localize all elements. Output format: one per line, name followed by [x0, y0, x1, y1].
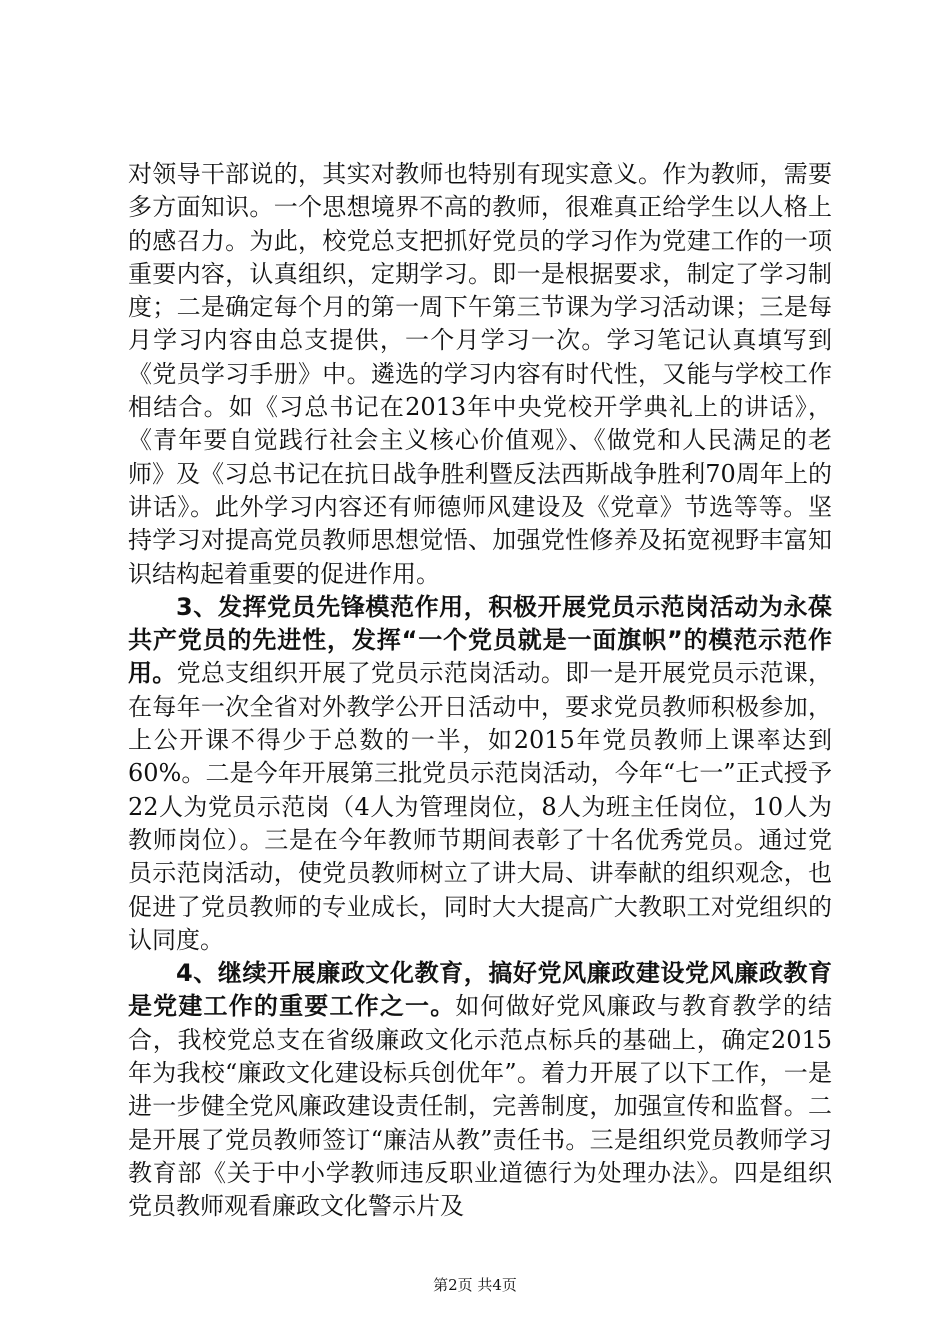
paragraph-clean-government	[128, 957, 832, 1223]
paragraph-text: 如何做好党风廉政与教育教学的结合，我校党总支在省级廉政文化示范点标兵的基础上，确定2015年为我校“廉政文化建设标兵创优年”。着力开展了以下工作，一是进一步健全党风廉政建设责任制，完善制度，加强宣传和监督。二是开展了党员教师签订“廉洁从教”责任书。三是组织党员教师学习教育部《关于中小学教师违反职业道德行为处理办法》。四是组织党员教师观看廉政文化警示片及	[128, 992, 833, 1221]
paragraph-party-member-demo	[128, 591, 832, 957]
paragraph-continuation	[128, 158, 832, 591]
document-body	[128, 158, 832, 1224]
page-number-footer: 第2页 共4页	[433, 1276, 517, 1294]
section-heading-4: 4、继续开展廉政文化教育，搞好党风廉政建设党风廉政教育是党建工作的重要工作之一。	[128, 959, 832, 1021]
paragraph-text: 对领导干部说的，其实对教师也特别有现实意义。作为教师，需要多方面知识。一个思想境界不高的教师，很难真正给学生以人格上的感召力。为此，校党总支把抓好党员的学习作为党建工作的一项重要内容，认真组织，定期学习。即一是根据要求，制定了学习制度；二是确定每个月的第一周下午第三节课为学习活动课；三是每月学习内容由总支提供，一个月学习一次。学习笔记认真填写到《党员学习手册》中。遴选的学习内容有时代性，又能与学校工作相结合。如《习总书记在2013年中央党校开学典礼上的讲话》，《青年要自觉践行社会主义核心价值观》、《做党和人民满足的老师》及《习总书记在抗日战争胜利暨反法西斯战争胜利70周年上的讲话》。此外学习内容还有师德师风建设及《党章》节选等等。坚持学习对提高党员教师思想觉悟、加强党性修养及拓宽视野丰富知识结构起着重要的促进作用。	[128, 160, 832, 588]
section-heading-3: 3、发挥党员先锋模范作用，积极开展党员示范岗活动为永葆共产党员的先进性，发挥“一个党员就是一面旗帜”的模范示范作用。	[128, 592, 832, 688]
paragraph-text: 党总支组织开展了党员示范岗活动。即一是开展党员示范课，在每年一次全省对外教学公开日活动中，要求党员教师积极参加，上公开课不得少于总数的一半，如2015年党员教师上课率达到60%。二是今年开展第三批党员示范岗活动，今年“七一”正式授予22人为党员示范岗（4人为管理岗位，8人为班主任岗位，10人为教师岗位）。三是在今年教师节期间表彰了十名优秀党员。通过党员示范岗活动，使党员教师树立了讲大局、讲奉献的组织观念，也促进了党员教师的专业成长，同时大大提高广大教职工对党组织的认同度。	[128, 659, 833, 954]
